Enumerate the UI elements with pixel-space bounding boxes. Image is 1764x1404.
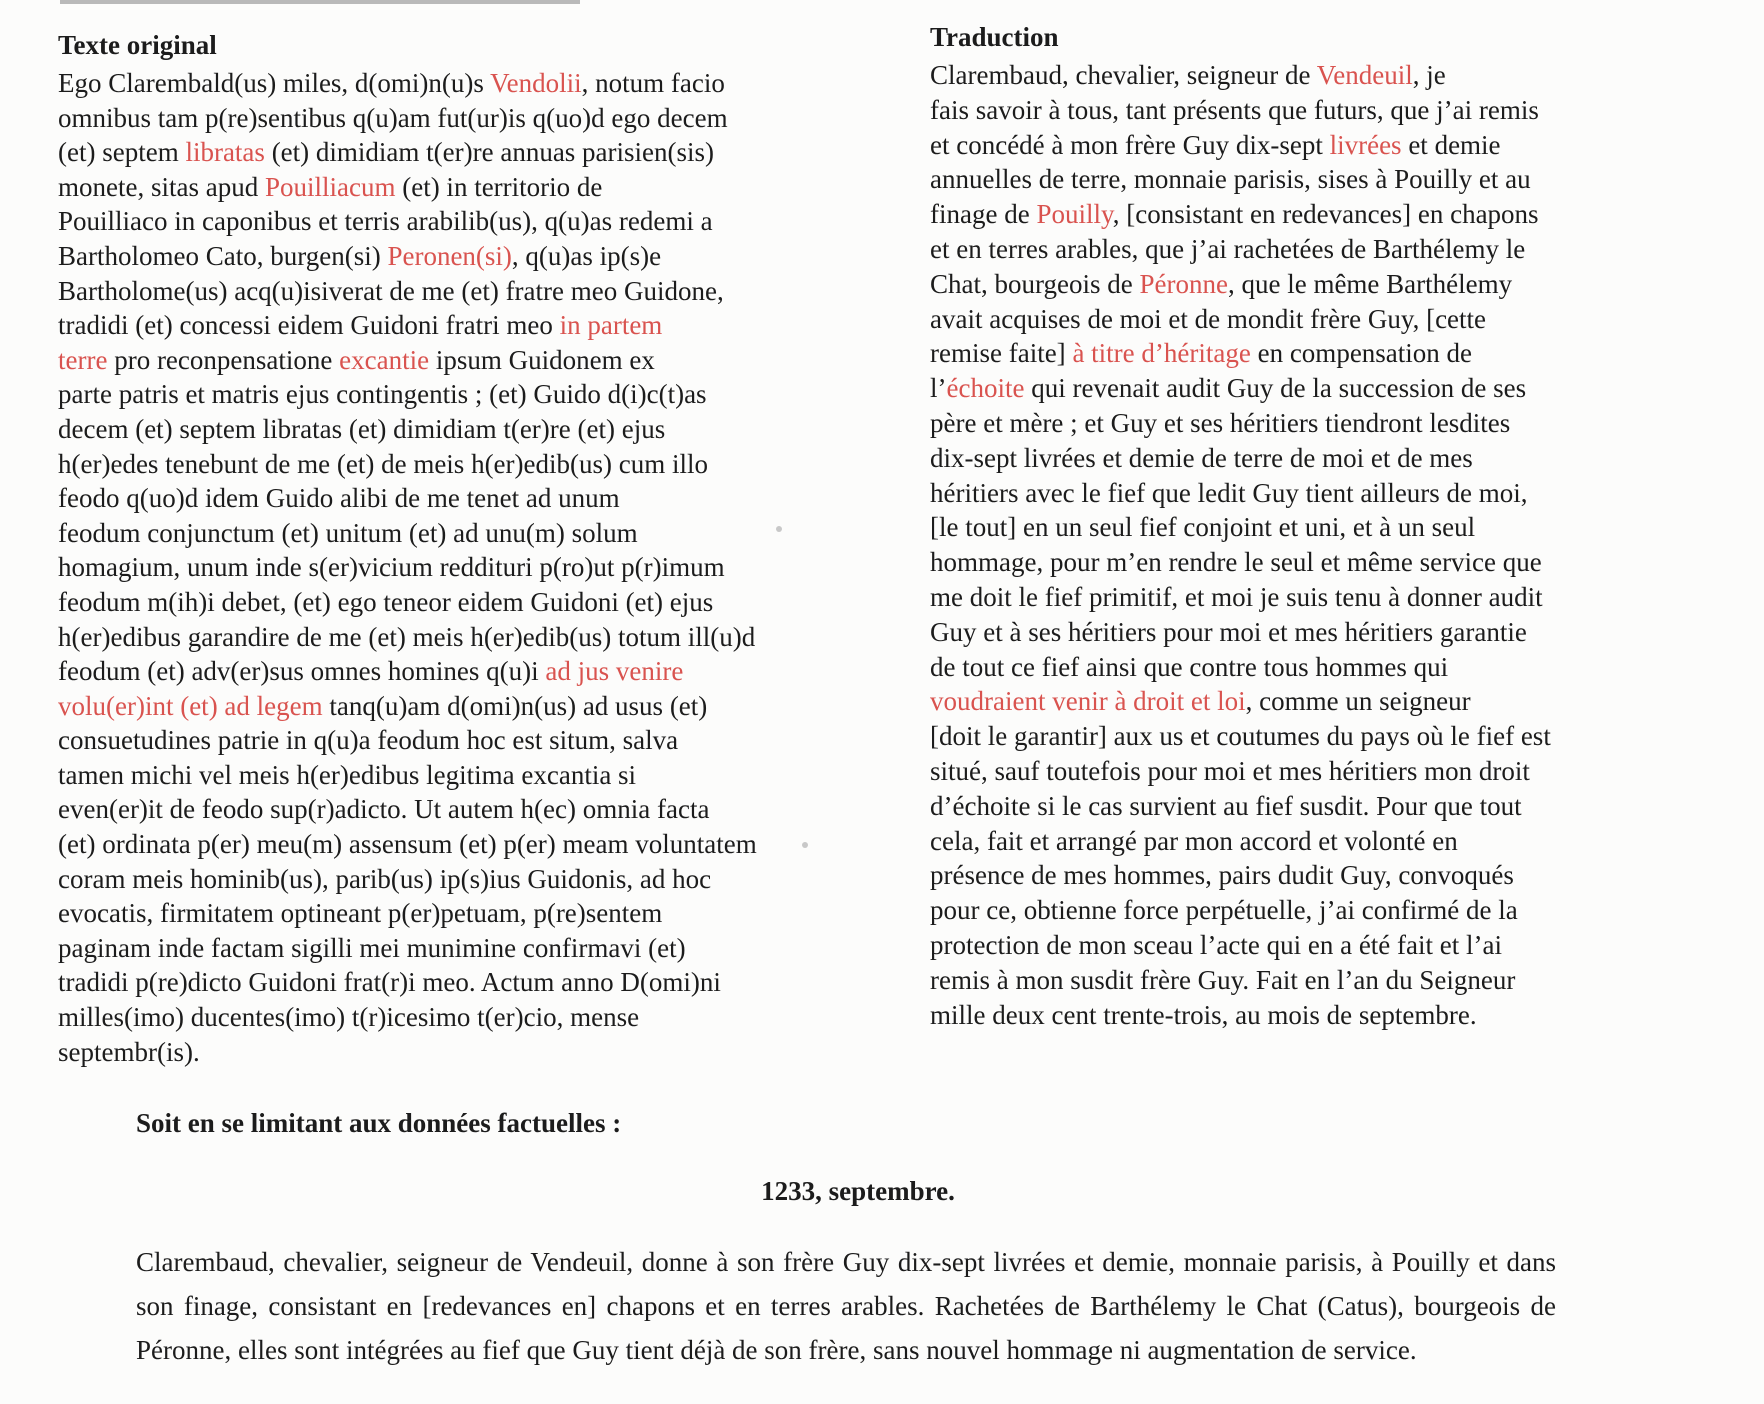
- original-text-column: [58, 20, 858, 1069]
- text-line: [930, 580, 1730, 615]
- text-segment: héritiers avec le fief que ledit Guy tient ailleurs de moi,: [930, 477, 1528, 508]
- text-segment: qui revenait audit Guy de la succession de ses: [1024, 373, 1527, 404]
- text-segment: cela, fait et arrangé par mon accord et volonté en: [930, 825, 1458, 856]
- text-segment: , que le même Barthélemy: [1227, 268, 1513, 299]
- text-segment: Clarembaud, chevalier, seigneur de: [930, 60, 1317, 90]
- text-line: [58, 1035, 858, 1070]
- highlighted-term: ad jus venire: [545, 656, 684, 687]
- text-segment: (et) in territorio de: [395, 171, 603, 202]
- highlighted-term: Vendolii: [490, 68, 582, 98]
- text-line: [930, 128, 1730, 163]
- factual-summary-paragraph: Clarembaud, chevalier, seigneur de Vendeuil, donne à son frère Guy dix-sept livrées et demie, monnaie parisis, à Pouilly et dans son finage, consistant en [redevances en] chapons et en terres arables. Rachetées de Barthélemy le Chat (Catus), bourgeois de Péronne, elles sont intégrées au fief que Guy tient déjà de son frère, sans nouvel hommage ni augmentation de service.: [136, 1247, 1556, 1365]
- text-line: [930, 476, 1730, 511]
- text-segment: , comme un seigneur: [1245, 686, 1471, 717]
- text-segment: tradidi (et) concessi eidem Guidoni fratri meo: [58, 310, 560, 341]
- text-segment: Pouilliaco in caponibus et terris arabilib(us), q(u)as redemi a: [58, 206, 713, 237]
- text-segment: remis à mon susdit frère Guy. Fait en l’an du Seigneur: [930, 964, 1516, 995]
- highlighted-term: in partem: [559, 310, 663, 341]
- text-segment: homagium, unum inde s(er)vicium reddituri p(ro)ut p(r)imum: [58, 552, 725, 583]
- text-segment: et concédé à mon frère Guy dix-sept: [930, 129, 1330, 160]
- text-segment: pour ce, obtienne force perpétuelle, j’ai confirmé de la: [930, 895, 1518, 926]
- text-line: [930, 93, 1730, 128]
- highlighted-term: volu(er)int (et) ad legem: [58, 690, 323, 721]
- text-segment: présence de mes hommes, pairs dudit Guy, convoqués: [930, 860, 1514, 891]
- text-segment: , q(u)as ip(s)e: [511, 240, 662, 271]
- text-line: [58, 689, 858, 724]
- text-segment: h(er)edes tenebunt de me (et) de meis h(er)edib(us) cum illo: [58, 448, 708, 479]
- highlighted-term: échoite: [946, 373, 1025, 404]
- highlighted-term: à titre d’héritage: [1072, 338, 1251, 369]
- text-line: [930, 58, 1730, 93]
- text-segment: , notum facio: [581, 68, 725, 98]
- text-line: [58, 377, 858, 412]
- text-segment: annuelles de terre, monnaie parisis, sises à Pouilly et au: [930, 164, 1531, 195]
- text-line: [930, 545, 1730, 580]
- text-line: [58, 965, 858, 1000]
- date-heading: 1233, septembre.: [761, 1176, 955, 1206]
- text-line: [58, 308, 858, 343]
- highlighted-term: livrées: [1329, 129, 1402, 160]
- text-line: [58, 170, 858, 205]
- text-segment: decem (et) septem libratas (et) dimidiam t(er)re (et) ejus: [58, 413, 666, 444]
- text-segment: [doit le garantir] aux us et coutumes du pays où le fief est: [930, 721, 1551, 752]
- text-segment: me doit le fief primitif, et moi je suis tenu à donner audit: [930, 581, 1543, 612]
- translation-body: [930, 58, 1730, 1032]
- text-segment: feodo q(uo)d idem Guido alibi de me tenet ad unum: [58, 483, 620, 514]
- text-line: [930, 928, 1730, 963]
- text-line: [58, 516, 858, 551]
- text-line: [930, 406, 1730, 441]
- highlighted-term: Peronen(si): [387, 240, 512, 271]
- factual-summary-label: Soit en se limitant aux données factuelles :: [136, 1108, 622, 1138]
- text-line: [930, 510, 1730, 545]
- text-line: [930, 754, 1730, 789]
- text-line: [58, 66, 858, 101]
- text-line: [930, 824, 1730, 859]
- text-segment: dix-sept livrées et demie de terre de moi et de mes: [930, 442, 1473, 473]
- text-line: [930, 197, 1730, 232]
- text-segment: père et mère ; et Guy et ses héritiers tiendront lesdites: [930, 407, 1511, 438]
- text-segment: remise faite]: [930, 338, 1073, 369]
- text-segment: d’échoite si le cas survient au fief susdit. Pour que tout: [930, 790, 1522, 821]
- text-segment: (et) septem: [58, 137, 186, 168]
- text-line: [58, 550, 858, 585]
- text-line: [58, 481, 858, 516]
- original-text-body: [58, 66, 858, 1069]
- text-segment: Guy et à ses héritiers pour moi et mes héritiers garantie: [930, 616, 1527, 647]
- text-segment: evocatis, firmitatem optineant p(er)petuam, p(re)sentem: [58, 898, 663, 929]
- text-line: [58, 896, 858, 931]
- text-line: [930, 963, 1730, 998]
- text-segment: et en terres arables, que j’ai rachetées de Barthélemy le: [930, 233, 1526, 264]
- text-line: [58, 862, 858, 897]
- text-segment: Ego Clarembald(us) miles, d(omi)n(u)s: [58, 68, 491, 98]
- top-rule-divider: [60, 0, 580, 4]
- text-line: [930, 684, 1730, 719]
- text-segment: l’: [930, 373, 947, 404]
- text-line: [930, 650, 1730, 685]
- text-segment: feodum (et) adv(er)sus omnes homines q(u)i: [58, 656, 546, 687]
- text-segment: (et) ordinata p(er) meu(m) assensum (et) p(er) meam voluntatem: [58, 829, 757, 860]
- text-segment: feodum conjunctum (et) unitum (et) ad unu(m) solum: [58, 517, 638, 548]
- text-line: [58, 274, 858, 309]
- text-line: [58, 343, 858, 378]
- text-line: [58, 620, 858, 655]
- text-line: [58, 654, 858, 689]
- text-segment: hommage, pour m’en rendre le seul et même service que: [930, 547, 1542, 578]
- text-segment: consuetudines patrie in q(u)a feodum hoc est situm, salva: [58, 725, 679, 756]
- text-segment: et demie: [1401, 129, 1501, 160]
- text-segment: monete, sitas apud: [58, 171, 265, 202]
- translation-column: [930, 20, 1730, 1032]
- text-line: [930, 232, 1730, 267]
- text-segment: parte patris et matris ejus contingentis ; (et) Guido d(i)c(t)as: [58, 379, 707, 410]
- text-line: [930, 162, 1730, 197]
- highlighted-term: terre: [58, 344, 108, 375]
- highlighted-term: Péronne: [1139, 268, 1228, 299]
- text-segment: tamen michi vel meis h(er)edibus legitima excantia si: [58, 759, 637, 790]
- text-line: [58, 135, 858, 170]
- text-segment: even(er)it de feodo sup(r)adicto. Ut autem h(ec) omnia facta: [58, 794, 710, 825]
- text-line: [930, 998, 1730, 1033]
- text-segment: septembr(is).: [58, 1036, 200, 1067]
- text-segment: finage de: [930, 199, 1037, 230]
- highlighted-term: Pouilly: [1036, 199, 1113, 230]
- text-segment: h(er)edibus garandire de me (et) meis h(er)edib(us) totum ill(u)d: [58, 621, 756, 652]
- text-line: [58, 792, 858, 827]
- text-segment: , je: [1412, 60, 1446, 90]
- highlighted-term: voudraient venir à droit et loi: [930, 686, 1246, 717]
- text-line: [930, 267, 1730, 302]
- text-segment: Bartholome(us) acq(u)isiverat de me (et) fratre meo Guidone,: [58, 275, 724, 306]
- text-segment: fais savoir à tous, tant présents que futurs, que j’ai remis: [930, 94, 1539, 125]
- text-segment: (et) dimidiam t(er)re annuas parisien(sis): [264, 137, 715, 168]
- text-line: [58, 447, 858, 482]
- original-text-heading: Texte original: [58, 30, 217, 60]
- text-line: [58, 758, 858, 793]
- scan-speck: [776, 526, 782, 532]
- text-segment: omnibus tam p(re)sentibus q(u)am fut(ur)is q(uo)d ego decem: [58, 102, 728, 133]
- text-segment: tanq(u)am d(omi)n(us) ad usus (et): [322, 690, 708, 721]
- text-line: [58, 723, 858, 758]
- translation-heading: Traduction: [930, 22, 1059, 52]
- text-segment: tradidi p(re)dicto Guidoni frat(r)i meo. Actum anno D(omi)ni: [58, 967, 721, 998]
- scan-speck: [802, 842, 808, 848]
- text-segment: Chat, bourgeois de: [930, 268, 1140, 299]
- text-line: [930, 336, 1730, 371]
- text-line: [930, 441, 1730, 476]
- text-segment: feodum m(ih)i debet, (et) ego teneor eidem Guidoni (et) ejus: [58, 586, 714, 617]
- text-line: [58, 585, 858, 620]
- text-segment: pro reconpensatione: [107, 344, 340, 375]
- highlighted-term: excantie: [339, 344, 430, 375]
- text-segment: en compensation de: [1250, 338, 1473, 369]
- text-line: [930, 302, 1730, 337]
- text-segment: [le tout] en un seul fief conjoint et uni, et à un seul: [930, 512, 1476, 543]
- text-line: [930, 371, 1730, 406]
- text-segment: protection de mon sceau l’acte qui en a été fait et l’ai: [930, 929, 1502, 960]
- text-line: [58, 1000, 858, 1035]
- text-line: [58, 101, 858, 136]
- text-line: [58, 204, 858, 239]
- text-line: [930, 893, 1730, 928]
- highlighted-term: Pouilliacum: [264, 171, 396, 202]
- text-line: [930, 719, 1730, 754]
- text-line: [58, 827, 858, 862]
- highlighted-term: libratas: [185, 137, 265, 168]
- text-segment: de tout ce fief ainsi que contre tous hommes qui: [930, 651, 1449, 682]
- text-segment: ipsum Guidonem ex: [429, 344, 655, 375]
- text-line: [930, 615, 1730, 650]
- text-line: [58, 239, 858, 274]
- text-line: [930, 789, 1730, 824]
- text-segment: situé, sauf toutefois pour moi et mes héritiers mon droit: [930, 755, 1530, 786]
- text-segment: milles(imo) ducentes(imo) t(r)icesimo t(er)cio, mense: [58, 1002, 640, 1033]
- text-segment: Bartholomeo Cato, burgen(si): [58, 240, 388, 271]
- text-line: [58, 931, 858, 966]
- text-line: [58, 412, 858, 447]
- text-segment: avait acquises de moi et de mondit frère Guy, [cette: [930, 303, 1487, 334]
- text-segment: , [consistant en redevances] en chapons: [1112, 199, 1539, 230]
- text-segment: coram meis hominib(us), parib(us) ip(s)ius Guidonis, ad hoc: [58, 863, 712, 894]
- text-segment: mille deux cent trente-trois, au mois de septembre.: [930, 999, 1477, 1030]
- text-line: [930, 858, 1730, 893]
- highlighted-term: Vendeuil: [1316, 60, 1413, 90]
- text-segment: paginam inde factam sigilli mei munimine confirmavi (et): [58, 932, 686, 963]
